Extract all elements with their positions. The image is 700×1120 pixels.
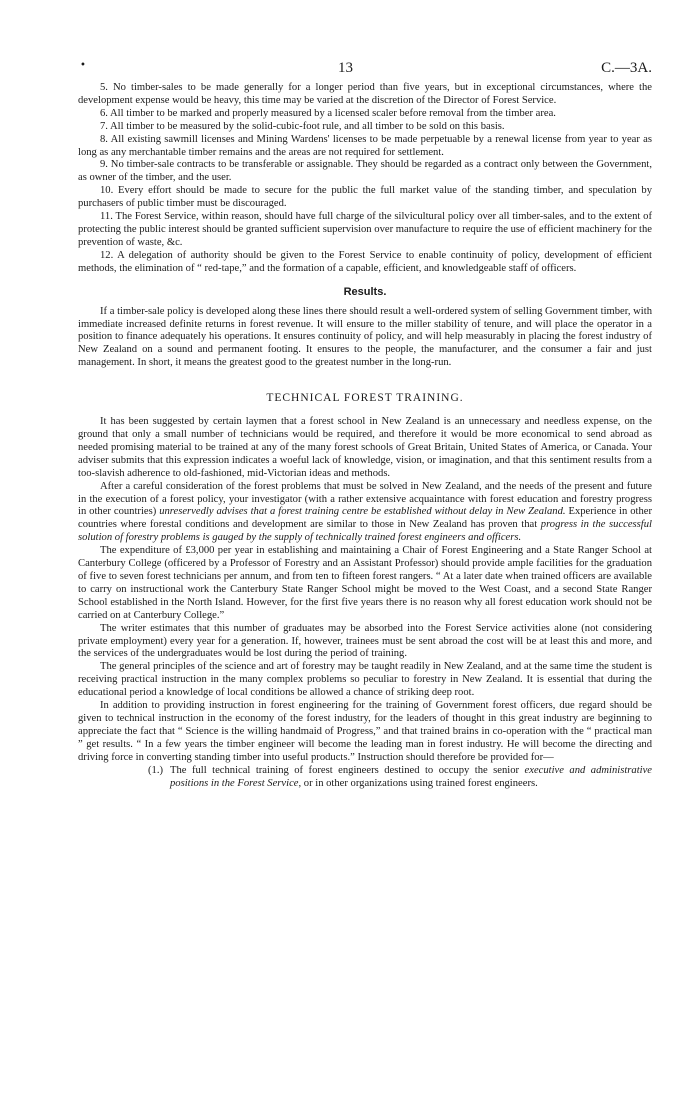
- paragraph-9: 9. No timber-sale contracts to be transferable or assignable. They should be regarded as a contract only between the Government, as owner of the timber, and the user.: [78, 159, 652, 184]
- training-paragraph-5: The general principles of the science and art of forestry may be taught readily in New Zealand, and at the same time the student is receiving practical instruction in the many complex problems so peculiar to forestry in New Zealand. It is essential that during the educational period a knowledge of local conditions be allowed a chance of striking deep root.: [78, 661, 652, 699]
- paragraph-6: 6. All timber to be marked and properly measured by a licensed scaler before removal from the timber area.: [100, 107, 556, 119]
- training-paragraph-2: [78, 481, 652, 546]
- training-paragraph-3: The expenditure of £3,000 per year in establishing and maintaining a Chair of Forest Engineering and a State Ranger School at Canterbury College (officered by a Professor of Forestry and an Assistant Professor) should provide ample facilities for the graduation of five to seven forest technicians per annum, and from ten to fifteen forest rangers. “ At a later date when trained officers are available to carry on instructional work the Canterbury State Ranger School might be moved to the West Coast, and a second State Ranger School established in the North Island. However, for the first five years there is no reason why all forest education work should not be carried on at Canterbury College.”: [78, 545, 652, 621]
- text-run: After a careful consideration of the forest problems that must be solved in New Zealand, and the needs of the present and future in the execution of a forest policy, your investigator (with a rather extensive acquaintance with forest education and forestry progress in other countries): [78, 480, 652, 518]
- list-item-number: (1.): [148, 764, 164, 776]
- training-paragraph-1: It has been suggested by certain laymen that a forest school in New Zealand is an unnecessary and needless expense, on the ground that only a small number of technicians would be required, and therefore it would be more economical to send abroad as needed promising material to be trained at any of the many forest schools of Great Britain, United States of America, or Canada. Your adviser submits that this expression indicates a woeful lack of knowledge, vision, or imagination, and that this sentiment results from a too-slavish adherence to old-fashioned, mid-Victorian ideas and methods.: [78, 416, 652, 479]
- document-reference: C.—3A.: [601, 60, 652, 76]
- margin-mark: •: [80, 60, 86, 71]
- list-item: [148, 765, 652, 791]
- results-heading: Results.: [343, 285, 387, 298]
- emphasis-text: progress in the successful solution of forestry problems is gauged by the supply of technically trained forest engineers and officers.: [78, 519, 652, 544]
- paragraph-10: 10. Every effort should be made to secure for the public the full market value of the standing timber, and speculation by purchasers of public timber must be discouraged.: [78, 185, 652, 210]
- results-paragraph: If a timber-sale policy is developed along these lines there should result a well-ordered system of selling Government timber, with immediate increased definite returns in forest revenue. It will ensure to the miller stability of tenure, and will place the operator in a position to finance adequately his operations. It ensures continuity of policy, and will help measurably in placing the forest industry of New Zealand on a sound and permanent footing. It ensures to the people, the manufacturer, and the consumer a fair and just management. In short, it means the greatest good to the greatest number in the long-run.: [78, 305, 652, 369]
- emphasis-text: unreservedly advises that a forest training centre be established without delay in New Zealand.: [159, 506, 566, 518]
- paragraph-11: 11. The Forest Service, within reason, should have full charge of the silvicultural policy over all timber-sales, and to the extent of protecting the public interest should be granted sufficient supervision over manufacture to require the use of efficient machinery for the prevention of waste, &c.: [78, 211, 652, 248]
- text-run: or in other organizations using trained forest engineers.: [301, 777, 538, 789]
- paragraph-5: 5. No timber-sales to be made generally for a longer period than five years, but in exceptional circumstances, where the development expense would be heavy, this time may be varied at the discretion of the Director of Forest Service.: [78, 82, 652, 106]
- recommendations-list: [78, 82, 652, 276]
- paragraph-8: 8. All existing sawmill licenses and Mining Wardens' licenses to be made perpetuable by a renewal license from year to year as long as any merchantable timber remains and the areas are not required for settlement.: [78, 133, 652, 158]
- text-run: Experience in other countries where forestal conditions and development are similar to those in New Zealand has proven that: [78, 506, 653, 531]
- paragraph-7: 7. All timber to be measured by the solid-cubic-foot rule, and all timber to be sold on this basis.: [100, 120, 505, 132]
- paragraph-12: 12. A delegation of authority should be given to the Forest Service to enable continuity of policy, development of efficient methods, the elimination of “ red-tape,” and the formation of a capable, efficient, and knowledgeable staff of officers.: [78, 249, 652, 274]
- section-heading: TECHNICAL FOREST TRAINING.: [266, 392, 464, 405]
- page-number: 13: [338, 60, 353, 76]
- emphasis-text: executive and administrative positions in the Forest Service,: [170, 764, 652, 789]
- training-paragraph-6: In addition to providing instruction in forest engineering for the training of Government forest officers, due regard should be given to technical instruction in the economy of the forest industry, for the leaders of thought in this great industry are beginning to appreciate the fact that “ Science is the willing handmaid of Progress,” and that trained brains in co-operation with the “ practical man ” get results. “ In a few years the timber engineer will become the leading man in forest industry. He will become the directing and driving force in converting standing timber into useful products.” Instruction should therefore be provided for—: [78, 700, 652, 763]
- training-paragraph-4: The writer estimates that this number of graduates may be absorbed into the Forest Service activities alone (not considering private employment) every year for a generation. If, however, trainees must be sent abroad the cost will be at least this and more, and the services of the undergraduates would be lost during the period of training.: [78, 622, 652, 660]
- page-header: [78, 60, 652, 82]
- text-run: The full technical training of forest engineers destined to occupy the senior: [170, 764, 525, 776]
